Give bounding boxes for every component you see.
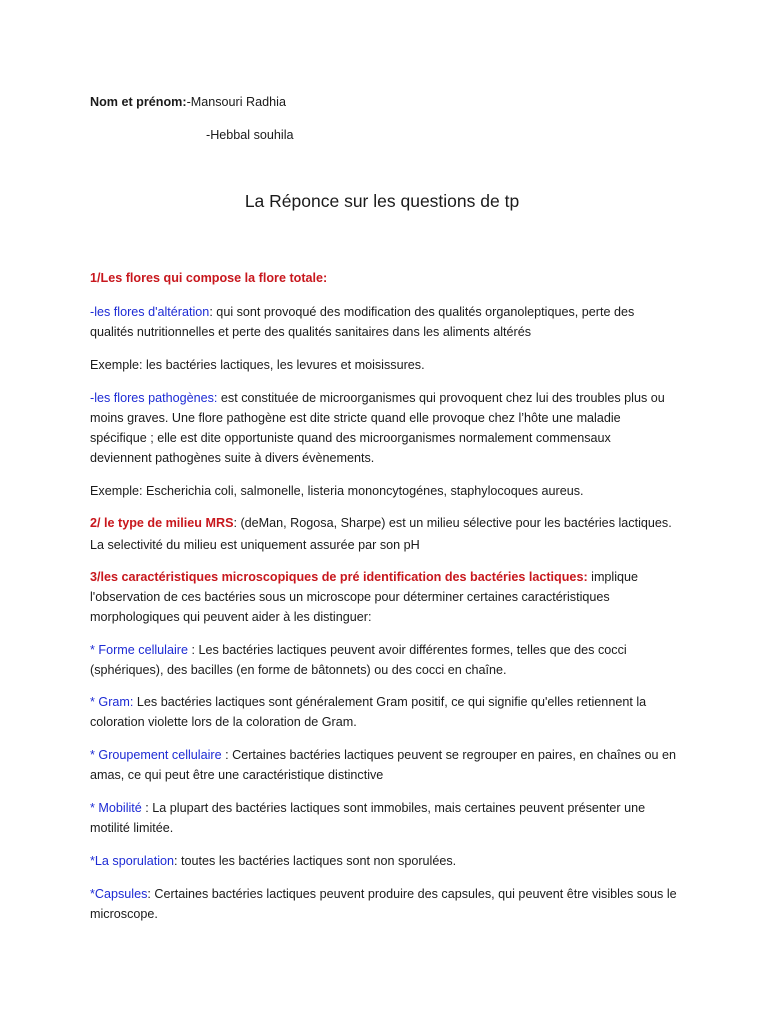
s1-p2-line4: deviennent pathogènes suite à divers évènements. <box>90 451 375 465</box>
s2-text1: : (deMan, Rogosa, Sharpe) est un milieu sélective pour les bactéries lactiques. <box>233 516 672 530</box>
s2-line2: La selectivité du milieu est uniquement assurée par son pH <box>90 538 420 552</box>
s1-example-1: Exemple: les bactéries lactiques, les levures et moisissures. <box>90 358 425 372</box>
name-value-1: -Mansouri Radhia <box>186 95 286 109</box>
name-value-2: -Hebbal souhila <box>206 128 294 142</box>
item-mobilite-line2: motilité limitée. <box>90 821 174 835</box>
item-groupement-text1: : Certaines bactéries lactiques peuvent se regrouper en paires, en chaînes ou en <box>221 748 676 762</box>
item-capsules-text1: : Certaines bactéries lactiques peuvent produire des capsules, qui peuvent être visibles sous le <box>147 887 677 901</box>
term-sporulation: *La sporulation <box>90 854 175 868</box>
document-title: La Réponce sur les questions de tp <box>244 191 520 211</box>
term-mobilite: * Mobilité <box>90 801 142 815</box>
item-mobilite-text1: : La plupart des bactéries lactiques sont immobiles, mais certaines peuvent présenter une <box>141 801 646 815</box>
section-1-heading: 1/Les flores qui compose la flore totale: <box>90 271 328 285</box>
s3-text1: implique <box>587 570 639 584</box>
s1-p1-line1 <box>90 302 634 322</box>
s1-p1-text1: : qui sont provoqué des modification des qualités organoleptiques, perte des <box>209 305 635 319</box>
term-gram: * Gram: <box>90 695 134 709</box>
term-flores-alteration: -les flores d'altération <box>90 305 210 319</box>
item-gram-line2: coloration violette lors de la coloration de Gram. <box>90 715 357 729</box>
item-forme-line2: (sphériques), des bacilles (en forme de bâtonnets) ou des cocci en chaîne. <box>90 663 507 677</box>
s1-p2-line1 <box>90 388 665 408</box>
section-3-heading: 3/les caractéristiques microscopiques de pré identification des bactéries lactiques: <box>90 570 588 584</box>
s3-line3: morphologiques qui peuvent aider à les distinguer: <box>90 610 372 624</box>
item-forme-text1: : Les bactéries lactiques peuvent avoir différentes formes, telles que des cocci <box>187 643 627 657</box>
item-sporulation-line1 <box>90 851 456 871</box>
term-flores-pathogenes: -les flores pathogènes: <box>90 391 218 405</box>
term-forme-cellulaire: * Forme cellulaire <box>90 643 188 657</box>
item-sporulation-text1: : toutes les bactéries lactiques sont non sporulées. <box>174 854 457 868</box>
s1-p2-line2: moins graves. Une flore pathogène est dite stricte quand elle provoque chez l’hôte une maladie <box>90 411 621 425</box>
s2-line1 <box>90 513 672 533</box>
item-gram-line1 <box>90 692 646 712</box>
s1-example-2: Exemple: Escherichia coli, salmonelle, listeria mononcytogénes, staphylocoques aureus. <box>90 484 584 498</box>
item-mobilite-line1 <box>90 798 645 818</box>
section-2-heading: 2/ le type de milieu MRS <box>90 516 234 530</box>
item-gram-text1: Les bactéries lactiques sont généralement Gram positif, ce qui signifie qu'elles retiennent la <box>133 695 647 709</box>
s1-p1-line2: qualités nutritionnelles et perte des qualités sanitaires dans les aliments altérés <box>90 325 532 339</box>
item-groupement-line2: amas, ce qui peut être une caractéristique distinctive <box>90 768 384 782</box>
s1-p2-line3: spécifique ; elle est dite opportuniste quand des microorganismes normalement commensaux <box>90 431 611 445</box>
term-capsules: *Capsules <box>90 887 148 901</box>
name-label: Nom et prénom: <box>90 95 187 109</box>
item-groupement-line1 <box>90 745 676 765</box>
item-capsules-line2: microscope. <box>90 907 158 921</box>
item-forme-line1 <box>90 640 627 660</box>
s3-line2: l'observation de ces bactéries sous un microscope pour déterminer certaines caractéristiques <box>90 590 610 604</box>
s1-p2-text1: est constituée de microorganismes qui provoquent chez lui des troubles plus ou <box>217 391 665 405</box>
item-capsules-line1 <box>90 884 677 904</box>
term-groupement-cellulaire: * Groupement cellulaire <box>90 748 222 762</box>
s3-line1 <box>90 567 638 587</box>
name-line <box>90 92 286 112</box>
